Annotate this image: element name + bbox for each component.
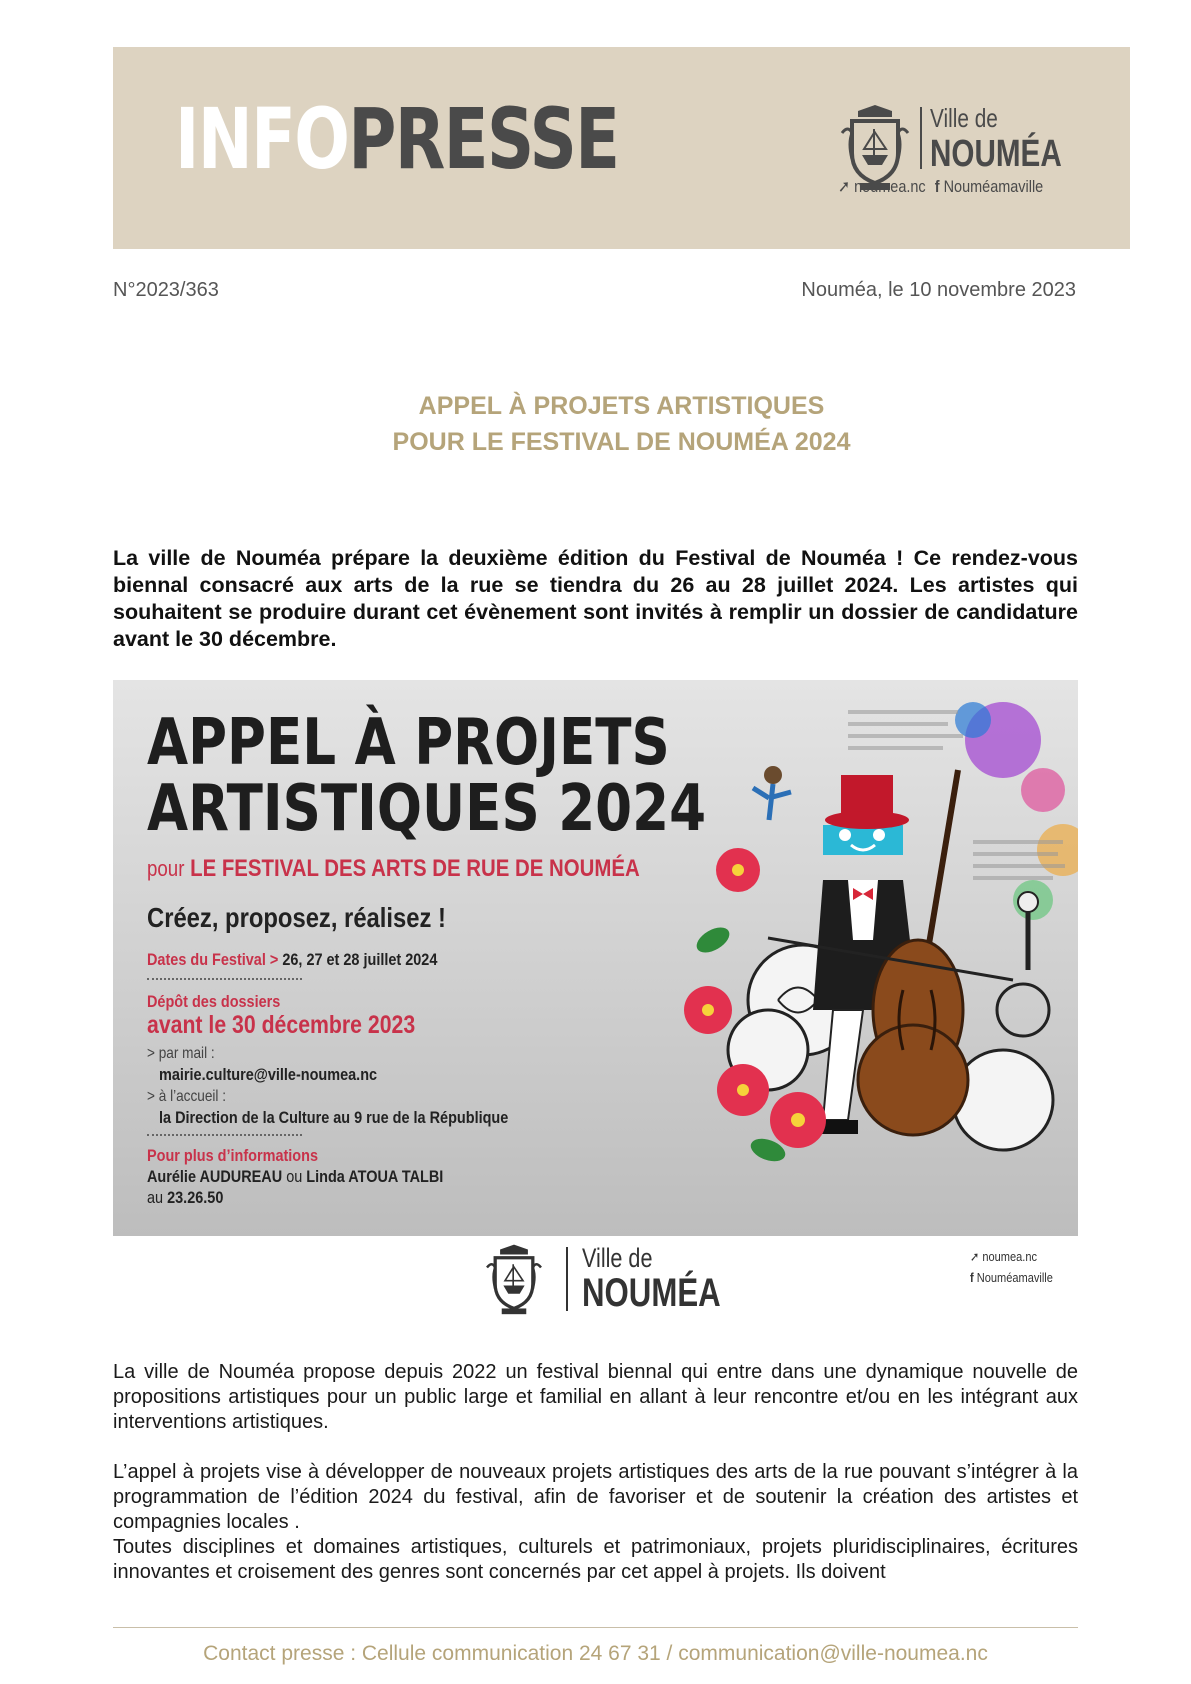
poster-contact-2: Linda ATOUA TALBI — [306, 1167, 444, 1186]
poster-ville-de-noumea-logo — [482, 1243, 722, 1313]
noumea-crest-icon — [482, 1243, 546, 1315]
poster-divider — [147, 978, 302, 980]
poster-headline-line-2: ARTISTIQUES 2024 — [147, 772, 707, 846]
poster-illustration — [673, 680, 1078, 1236]
poster-phone-value: 23.26.50 — [167, 1188, 224, 1207]
poster-subtitle-pour: pour — [147, 856, 185, 881]
poster-dates-label: Dates du Festival > — [147, 950, 279, 969]
logo-ville-de: Ville de — [930, 103, 998, 133]
festival-poster — [113, 680, 1078, 1236]
poster-phone-au: au — [147, 1188, 164, 1207]
facebook-icon: f — [970, 1270, 977, 1285]
info-presse-wordmark — [175, 90, 619, 188]
acrobat-icon — [753, 766, 791, 820]
poster-info-label: Pour plus d’informations — [147, 1146, 318, 1165]
poster-headline — [147, 706, 707, 846]
body-paragraph-3: Toutes disciplines et domaines artistiques, culturels et patrimoniaux, projets pluridisciplinaires, écritures innovantes et croisement des genres sont concernés par cet appel à projets. Ils doivent — [113, 1536, 1078, 1583]
poster-headline-line-1: APPEL À PROJETS — [147, 706, 670, 780]
body-paragraph-1: La ville de Nouméa propose depuis 2022 un festival biennal qui entre dans une dynamique nouvelle de propositions artistiques pour un public large et familial en allant à leur rencontre et/ou en les intégrant aux interventions artistiques. — [113, 1361, 1078, 1433]
poster-depot-value: avant le 30 décembre 2023 — [147, 1011, 416, 1039]
poster-facebook[interactable]: Nouméamaville — [976, 1270, 1053, 1285]
footer-divider — [113, 1627, 1078, 1628]
poster-subtitle — [147, 855, 640, 883]
press-release-date: Nouméa, le 10 novembre 2023 — [801, 279, 1076, 301]
title-line-2: POUR LE FESTIVAL DE NOUMÉA 2024 — [392, 428, 851, 456]
lead-paragraph: La ville de Nouméa prépare la deuxième édition du Festival de Nouméa ! Ce rendez-vous biennal consacré aux arts de la rue se tiendra du 26 au 28 juillet 2024. Les artistes qui souhaitent se produire durant cet évènement sont invités à remplir un dossier de candidature avant le 30 décembre. — [113, 546, 1078, 651]
header-banner — [113, 47, 1130, 249]
body-paragraph-2: L’appel à projets vise à développer de nouveaux projets artistiques des arts de la rue pouvant s’intégrer à la programmation de l’édition 2024 du festival, afin de favoriser et de soutenir la création des artistes et compagnies locales . — [113, 1461, 1078, 1533]
logo-website[interactable]: noumea.nc — [854, 177, 926, 196]
poster-depot-label: Dépôt des dossiers — [147, 992, 281, 1011]
press-release-number: N°2023/363 — [113, 279, 219, 301]
paint-splash-icon — [955, 702, 1078, 920]
ville-de-noumea-logo — [838, 103, 1068, 203]
poster-logo-ville-de: Ville de — [582, 1243, 653, 1273]
logo-separator — [566, 1247, 568, 1311]
poster-call-to-action: Créez, proposez, réalisez ! — [147, 902, 446, 933]
brand-info: INFO — [175, 90, 349, 188]
poster-social-links — [970, 1246, 1053, 1288]
footer-contact: Contact presse : Cellule communication 24 67 31 / communication@ville-noumea.nc — [203, 1642, 988, 1665]
website-arrow-icon: ➚ — [970, 1249, 983, 1264]
poster-dates-value: 26, 27 et 28 juillet 2024 — [282, 950, 438, 969]
poster-website[interactable]: noumea.nc — [982, 1249, 1038, 1264]
poster-contacts — [147, 1167, 443, 1187]
poster-mail-label: > par mail : — [147, 1045, 215, 1062]
logo-separator — [920, 107, 922, 169]
facebook-icon: f — [934, 177, 940, 196]
logo-facebook[interactable]: Nouméamaville — [943, 177, 1044, 196]
brand-presse: PRESSE — [348, 90, 619, 188]
poster-divider — [147, 1134, 302, 1136]
poster-subtitle-main: LE FESTIVAL DES ARTS DE RUE DE NOUMÉA — [190, 855, 640, 882]
poster-mail-value[interactable]: mairie.culture@ville-noumea.nc — [159, 1065, 378, 1084]
website-arrow-icon: ➚ — [838, 177, 851, 196]
poster-dates — [147, 950, 437, 970]
poster-contact-1: Aurélie AUDUREAU — [147, 1167, 283, 1186]
poster-logo-noumea: NOUMÉA — [582, 1271, 721, 1315]
poster-accueil-label: > à l’accueil : — [147, 1088, 226, 1105]
logo-noumea: NOUMÉA — [930, 133, 1062, 175]
poster-contact-ou: ou — [286, 1167, 303, 1186]
logo-social-links — [838, 177, 1043, 197]
poster-accueil-value: la Direction de la Culture au 9 rue de la République — [159, 1108, 509, 1127]
poster-phone — [147, 1188, 223, 1208]
title-line-1: APPEL À PROJETS ARTISTIQUES — [418, 392, 825, 420]
